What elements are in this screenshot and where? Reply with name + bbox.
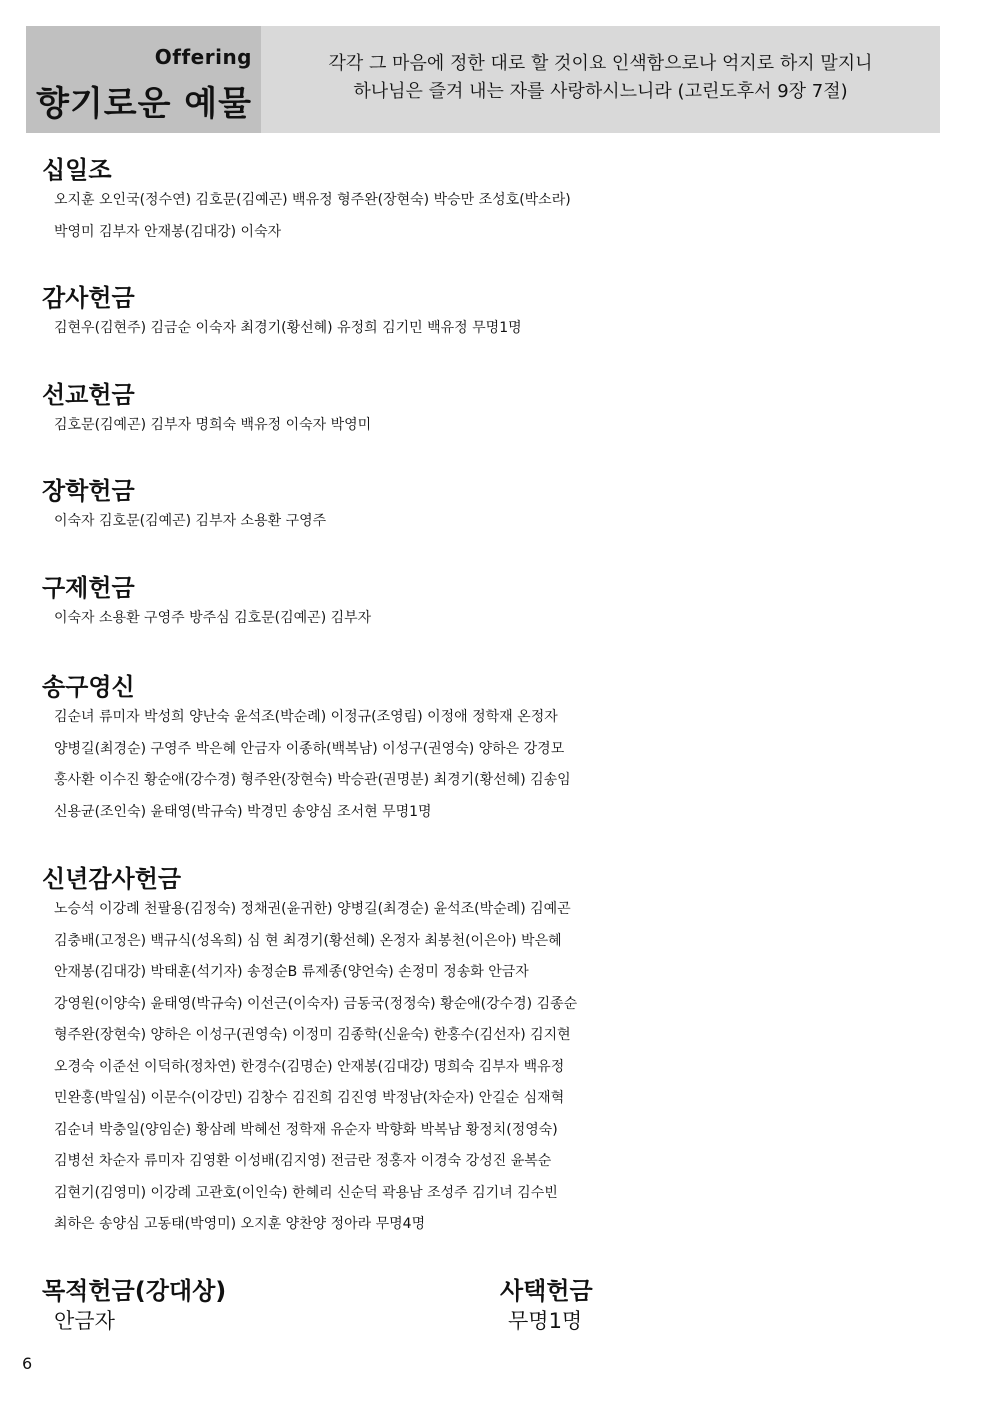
donor-line: 김병선 차순자 류미자 김영환 이성배(김지영) 전금란 정홍자 이경숙 강성진 윤복순 xyxy=(54,1153,552,1169)
verse-line: 하나님은 즐겨 내는 자를 사랑하시느니라 (고린도후서 9장 7절) xyxy=(353,80,848,102)
section-year-end xyxy=(42,672,942,828)
donor-list xyxy=(54,313,942,345)
bible-verse xyxy=(261,26,940,133)
donor-line: 무명1명 xyxy=(508,1309,583,1333)
donor-line: 신용균(조인숙) 윤태영(박규숙) 박경민 송양심 조서현 무명1명 xyxy=(54,803,432,820)
donor-line: 강영원(이양숙) 윤태영(박규숙) 이선근(이숙자) 금동국(정정숙) 황순애(강수경) 김종순 xyxy=(54,995,578,1012)
donor-list xyxy=(54,185,942,248)
donor-list xyxy=(54,894,942,1241)
section-title: 십일조 xyxy=(42,156,112,184)
donor-line: 오경숙 이준선 이덕하(정차연) 한경수(김명순) 안재봉(김대강) 명희숙 김부자 백유정 xyxy=(54,1058,565,1075)
verse-line: 각각 그 마음에 정한 대로 할 것이요 인색함으로나 억지로 하지 말지니 xyxy=(328,52,873,74)
section-scholarship xyxy=(42,476,942,538)
section-thanksgiving xyxy=(42,283,942,345)
donor-line: 김순녀 류미자 박성희 양난숙 윤석조(박순례) 이정규(조영림) 이정애 정학재 온정자 xyxy=(54,709,558,725)
section-mission xyxy=(42,380,942,442)
section-title: 구제헌금 xyxy=(42,574,135,602)
donor-list xyxy=(54,410,942,442)
donor-line: 안금자 xyxy=(54,1309,115,1333)
donor-line: 김현기(김영미) 이강례 고관호(이인숙) 한혜리 신순덕 곽용남 조성주 김기녀 김수빈 xyxy=(54,1184,558,1201)
donor-list xyxy=(54,1306,462,1338)
section-new-year xyxy=(42,864,942,1241)
donor-line: 오지훈 오인국(정수연) 김호문(김예곤) 백유정 형주완(장현숙) 박승만 조성호(박소라) xyxy=(54,192,571,208)
title-english: Offering xyxy=(154,45,252,69)
donor-line: 안재봉(김대강) 박태훈(석기자) 송정순B 류제종(양언숙) 손정미 정송화 안금자 xyxy=(54,964,529,980)
donor-line: 김순녀 박충일(양임순) 황삼례 박혜선 정학재 유순자 박향화 박복남 황정치(정영숙) xyxy=(54,1121,558,1138)
section-relief xyxy=(42,573,942,635)
title-box xyxy=(26,26,261,133)
donor-list xyxy=(54,603,942,635)
donor-line: 민완홍(박일심) 이문수(이강민) 김창수 김진희 김진영 박정남(차순자) 안길순 심재혁 xyxy=(54,1090,565,1106)
donor-line: 노승석 이강례 천팔용(김정숙) 정채권(윤귀한) 양병길(최경순) 윤석조(박순례) 김예곤 xyxy=(54,901,571,917)
donor-line: 김호문(김예곤) 김부자 명희숙 백유정 이숙자 박영미 xyxy=(54,417,372,433)
section-title: 선교헌금 xyxy=(42,381,135,409)
page-number: 6 xyxy=(22,1354,33,1373)
donor-list xyxy=(508,1306,920,1338)
donor-line: 홍사환 이수진 황순애(강수경) 형주완(장현숙) 박승관(권명분) 최경기(황선혜) 김송임 xyxy=(54,772,571,788)
donor-line: 김현우(김현주) 김금순 이숙자 최경기(황선혜) 유정희 김기민 백유정 무명1명 xyxy=(54,320,522,336)
section-title: 송구영신 xyxy=(42,673,135,701)
donor-list xyxy=(54,702,942,828)
donor-line: 박영미 김부자 안재봉(김대강) 이숙자 xyxy=(54,223,282,240)
section-purpose xyxy=(42,1276,462,1338)
offering-header xyxy=(26,26,940,133)
donor-line: 이숙자 소용환 구영주 방주심 김호문(김예곤) 김부자 xyxy=(54,610,372,626)
donor-line: 최하은 송양심 고동태(박영미) 오지훈 양찬양 정아라 무명4명 xyxy=(54,1216,426,1232)
section-title: 신년감사헌금 xyxy=(42,865,182,893)
donor-line: 이숙자 김호문(김예곤) 김부자 소용환 구영주 xyxy=(54,513,327,529)
donor-list xyxy=(54,506,942,538)
section-parsonage xyxy=(500,1276,920,1338)
donor-line: 양병길(최경순) 구영주 박은혜 안금자 이종하(백복남) 이성구(권영숙) 양하은 강경모 xyxy=(54,740,565,757)
donor-line: 김충배(고정은) 백규식(성옥희) 심 현 최경기(황선혜) 온정자 최봉천(이은아) 박은혜 xyxy=(54,932,562,949)
section-tithe xyxy=(42,155,942,248)
page-title: 향기로운 예물 xyxy=(36,84,252,124)
section-title: 감사헌금 xyxy=(42,284,135,312)
section-title: 목적헌금(강대상) xyxy=(42,1277,227,1305)
donor-line: 형주완(장현숙) 양하은 이성구(권영숙) 이정미 김종학(신윤숙) 한홍수(김선자) 김지현 xyxy=(54,1027,571,1043)
section-title: 장학헌금 xyxy=(42,477,135,505)
section-title: 사택헌금 xyxy=(500,1277,593,1305)
